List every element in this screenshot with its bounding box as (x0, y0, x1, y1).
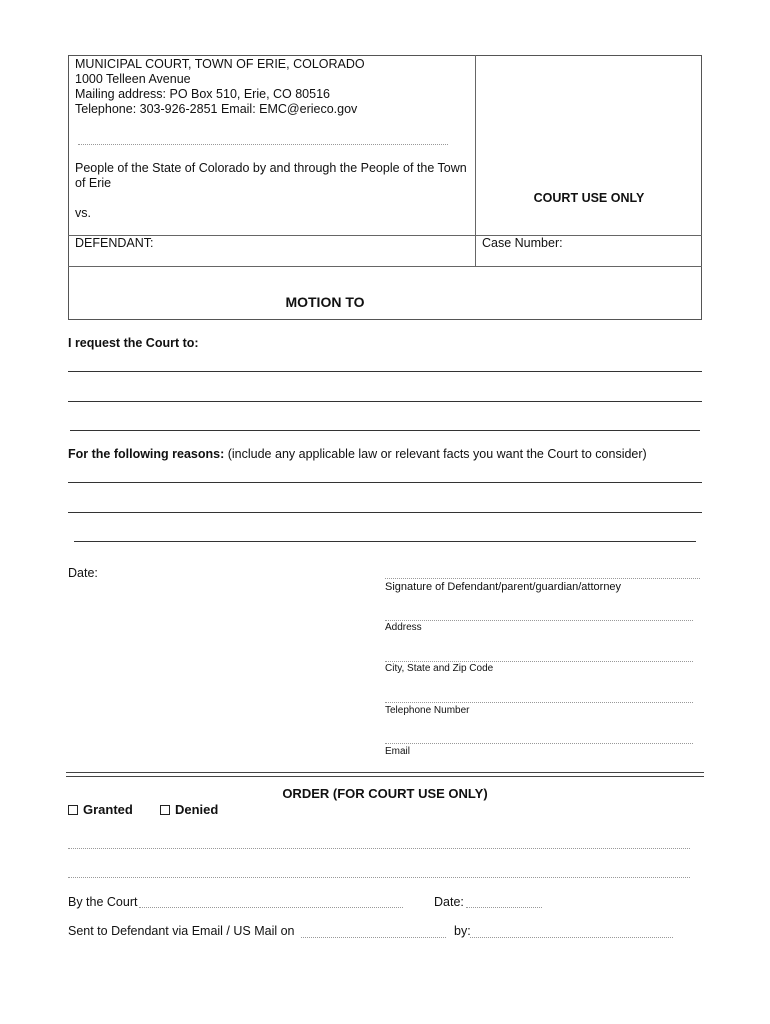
by-the-court-label: By the Court (68, 895, 138, 909)
case-number-label[interactable]: Case Number: (482, 236, 563, 250)
order-line-2[interactable] (68, 877, 690, 878)
order-line-1[interactable] (68, 848, 690, 849)
email-line[interactable] (385, 743, 693, 744)
denied-checkbox[interactable] (160, 805, 170, 815)
reasons-label-bold: For the following reasons: (68, 447, 225, 461)
telephone-line[interactable] (385, 702, 693, 703)
court-contact: Telephone: 303-926-2851 Email: EMC@erieco.gov (75, 102, 358, 116)
court-use-only-label: COURT USE ONLY (533, 191, 645, 205)
granted-checkbox[interactable] (68, 805, 78, 815)
motion-title[interactable]: MOTION TO (285, 294, 365, 310)
caption-divider-defendant (68, 235, 702, 236)
address-line[interactable] (385, 620, 693, 621)
order-date-line[interactable] (466, 907, 542, 908)
signature-line[interactable] (385, 578, 700, 579)
order-date-label: Date: (434, 895, 464, 909)
request-label: I request the Court to: (68, 336, 199, 350)
sent-by-line[interactable] (470, 937, 673, 938)
order-title: ORDER (FOR COURT USE ONLY) (282, 786, 488, 801)
date-label[interactable]: Date: (68, 566, 98, 580)
caption-divider-title (68, 266, 702, 267)
court-info (75, 57, 365, 117)
sent-by-label: by: (454, 924, 471, 938)
granted-option[interactable] (68, 802, 133, 817)
court-name: MUNICIPAL COURT, TOWN OF ERIE, COLORADO (75, 57, 365, 71)
vs-text: vs. (75, 206, 91, 220)
request-line-3[interactable] (70, 430, 700, 431)
caption-separator (78, 144, 448, 145)
telephone-caption: Telephone Number (385, 705, 470, 716)
signature-caption: Signature of Defendant/parent/guardian/attorney (385, 581, 622, 593)
reasons-line-3[interactable] (74, 541, 696, 542)
city-state-zip-caption: City, State and Zip Code (385, 663, 494, 674)
order-separator (66, 772, 704, 777)
email-caption: Email (385, 746, 411, 757)
denied-label: Denied (175, 802, 219, 817)
plaintiff-text: People of the State of Colorado by and through the People of the Town of Erie (75, 161, 467, 190)
court-street: 1000 Telleen Avenue (75, 72, 191, 86)
address-caption: Address (385, 622, 422, 633)
reasons-line-2[interactable] (68, 512, 702, 513)
by-the-court-line[interactable] (139, 907, 403, 908)
defendant-label[interactable]: DEFENDANT: (75, 236, 154, 250)
sent-date-line[interactable] (301, 937, 446, 938)
city-state-zip-line[interactable] (385, 661, 693, 662)
denied-option[interactable] (160, 802, 218, 817)
reasons-label-hint: (include any applicable law or relevant facts you want the Court to consider) (224, 447, 647, 461)
reasons-label (68, 447, 647, 462)
reasons-line-1[interactable] (68, 482, 702, 483)
request-line-2[interactable] (68, 401, 702, 402)
granted-label: Granted (83, 802, 133, 817)
request-line-1[interactable] (68, 371, 702, 372)
sent-to-defendant-label: Sent to Defendant via Email / US Mail on (68, 924, 295, 938)
court-mailing: Mailing address: PO Box 510, Erie, CO 80516 (75, 87, 330, 101)
